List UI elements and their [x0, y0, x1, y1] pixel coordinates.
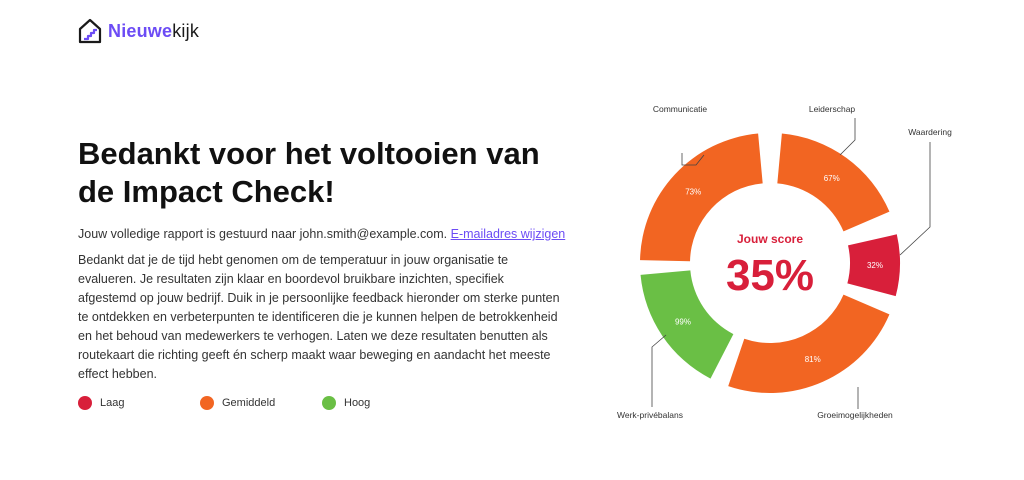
logo[interactable] [78, 18, 199, 44]
email-text: Jouw volledige rapport is gestuurd naar john.smith@example.com. [78, 227, 451, 241]
legend-item-hoog [322, 396, 444, 410]
segment-label-leiderschap: Leiderschap [808, 104, 856, 114]
score-value: 35% [725, 251, 815, 300]
email-line [78, 225, 578, 243]
body-text: Bedankt dat je de tijd hebt genomen om de temperatuur in jouw organisatie te evalueren. Je resultaten zijn klaar en boordevol bruikbare inzichten, specifiek afgestemd op jouw bedrijf. Duik in je persoonlijke feedback hieronder om sterke punten te ontdekken en verbeterpunten te identificeren die je kunnen helpen de betrokkenheid en het behoud van medewerkers te verhogen. Laten we deze resultaten benutten als routekaart die richting geeft én scherp maakt waar beweging en aandacht het meeste effect hebben. [78, 253, 560, 381]
leader-line-waardering [900, 142, 930, 255]
legend-dot-hoog [322, 396, 336, 410]
legend-label-laag: Laag [100, 397, 125, 409]
segment-value-communicatie: 73% [685, 187, 702, 197]
segment-label-communicatie: Communicatie [652, 104, 708, 114]
legend-item-gemiddeld [200, 396, 322, 410]
legend-dot-gemiddeld [200, 396, 214, 410]
segment-value-leiderschap: 67% [823, 174, 840, 184]
house-stairs-icon [78, 18, 102, 44]
legend-item-laag [78, 396, 200, 410]
page-title: Bedankt voor het voltooien van de Impact Check! [78, 136, 540, 209]
brand-name-part2: kijk [172, 20, 200, 41]
legend-label-hoog: Hoog [344, 397, 371, 409]
segment-label-werk-prive-balans: Werk-privébalans [617, 410, 683, 420]
main-content [78, 135, 578, 384]
legend [78, 396, 444, 410]
donut-svg [600, 95, 952, 430]
leader-line-werk-prive-balans [652, 335, 666, 407]
change-email-link[interactable]: E-mailadres wijzigen [450, 227, 566, 241]
leader-line-leiderschap [840, 118, 855, 155]
segment-label-groeimogelijkheden: Groeimogelijkheden [817, 410, 893, 420]
segment-value-werk-prive-balans: 99% [674, 317, 691, 327]
segment-groeimogelijkheden[interactable] [728, 295, 889, 393]
segment-label-waardering: Waardering [908, 127, 952, 137]
legend-dot-laag [78, 396, 92, 410]
legend-label-gemiddeld: Gemiddeld [222, 397, 276, 409]
segment-value-waardering: 32% [866, 260, 883, 270]
brand-name-part1: Nieuwe [108, 20, 173, 41]
brand-name [108, 21, 199, 42]
score-label: Jouw score [736, 232, 804, 246]
segment-value-groeimogelijkheden: 81% [804, 354, 821, 364]
score-donut-chart [600, 95, 952, 430]
